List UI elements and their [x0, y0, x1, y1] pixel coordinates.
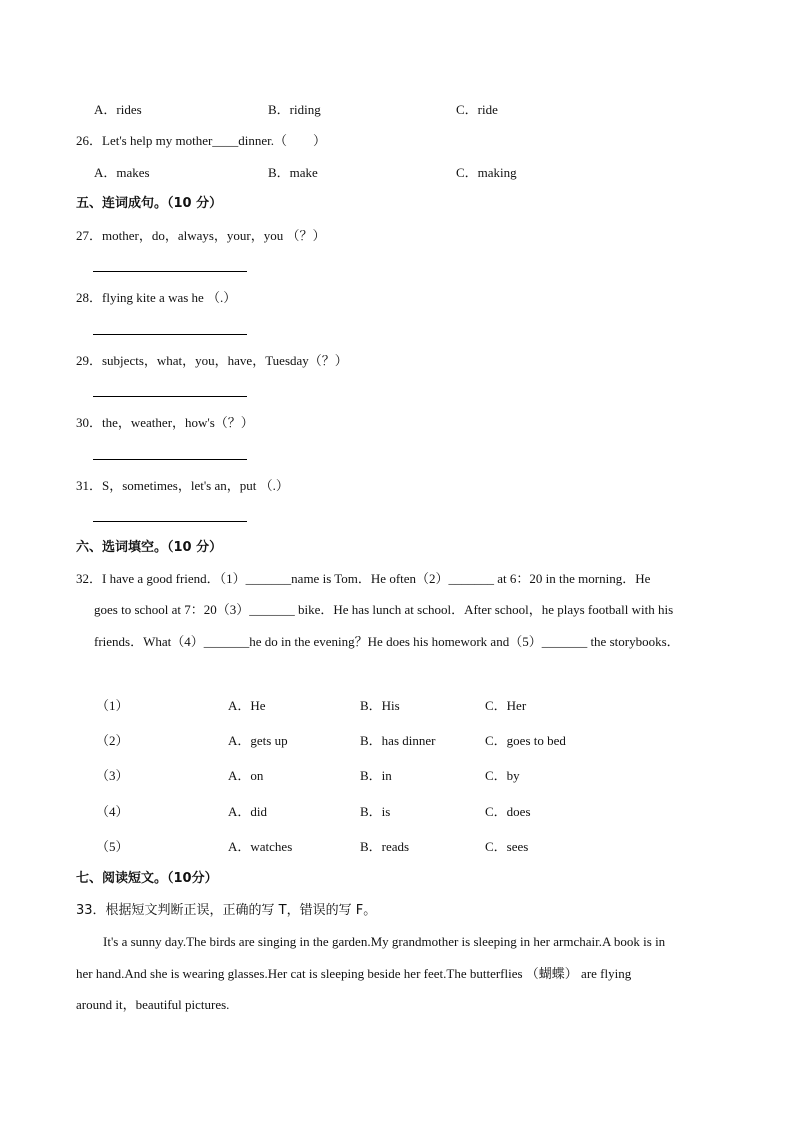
q29-answer-line[interactable] — [93, 396, 247, 397]
choice-row-4-option-b: B．is — [360, 804, 391, 819]
choice-row-1-number: （1） — [96, 698, 129, 713]
q32-passage-line-2: goes to school at 7：20（3）_______ bike．He has lunch at school．After school，he plays football with his — [94, 602, 674, 617]
q30-stem: 30．the，weather，how's（？） — [76, 415, 254, 430]
reading-passage-line-1: It's a sunny day.The birds are singing in the garden.My grandmother is sleeping in her armchair.A book is in — [103, 934, 666, 949]
q25-option-a: A．rides — [94, 102, 142, 117]
q29-stem: 29．subjects，what，you，have，Tuesday（？） — [76, 353, 348, 368]
q26-option-c: C．making — [456, 165, 517, 180]
q31-answer-line[interactable] — [93, 521, 247, 522]
choice-row-3-option-a: A．on — [228, 768, 264, 783]
choice-row-2-number: （2） — [96, 733, 129, 748]
q27-answer-line[interactable] — [93, 271, 247, 272]
choice-row-5-option-c: C．sees — [485, 839, 529, 854]
q25-option-b: B．riding — [268, 102, 321, 117]
reading-passage-line-2: her hand.And she is wearing glasses.Her cat is sleeping beside her feet.The butterflies （蝴蝶） are flying — [76, 966, 632, 981]
q26-stem: 26．Let's help my mother____dinner.（ ） — [76, 133, 327, 148]
choice-row-5-number: （5） — [96, 839, 129, 854]
section7-title: 七、阅读短文。（10分） — [76, 871, 218, 886]
choice-row-2-option-c: C．goes to bed — [485, 733, 566, 748]
q30-answer-line[interactable] — [93, 459, 247, 460]
q32-passage-line-1: 32．I have a good friend．（1）_______name is Tom．He often（2）_______ at 6：20 in the morning．He — [76, 571, 651, 586]
q27-stem: 27．mother，do，always，your，you （？） — [76, 228, 326, 243]
section5-title: 五、连词成句。（10 分） — [76, 196, 223, 211]
choice-row-2-option-b: B．has dinner — [360, 733, 436, 748]
choice-row-1-option-b: B．His — [360, 698, 400, 713]
choice-row-4-option-c: C．does — [485, 804, 531, 819]
choice-row-2-option-a: A．gets up — [228, 733, 288, 748]
choice-row-4-option-a: A．did — [228, 804, 268, 819]
q31-stem: 31．S，sometimes，let's an，put （.） — [76, 478, 289, 493]
choice-row-1-option-a: A．He — [228, 698, 266, 713]
q25-option-c: C．ride — [456, 102, 498, 117]
q33-instruction: 33．根据短文判断正误，正确的写 T，错误的写 F。 — [76, 903, 377, 918]
choice-row-3-option-b: B．in — [360, 768, 392, 783]
choice-row-5-option-b: B．reads — [360, 839, 410, 854]
q26-option-a: A．makes — [94, 165, 150, 180]
reading-passage-line-3: around it，beautiful pictures. — [76, 997, 230, 1012]
choice-row-4-number: （4） — [96, 804, 129, 819]
section6-title: 六、选词填空。（10 分） — [76, 540, 223, 555]
choice-row-1-option-c: C．Her — [485, 698, 527, 713]
q32-passage-line-3: friends．What（4）_______he do in the evening？He does his homework and（5）_______ the storybooks． — [94, 634, 680, 649]
choice-row-5-option-a: A．watches — [228, 839, 293, 854]
choice-row-3-number: （3） — [96, 768, 129, 783]
q26-option-b: B．make — [268, 165, 318, 180]
q28-answer-line[interactable] — [93, 334, 247, 335]
q28-stem: 28．flying kite a was he （.） — [76, 290, 237, 305]
choice-row-3-option-c: C．by — [485, 768, 520, 783]
